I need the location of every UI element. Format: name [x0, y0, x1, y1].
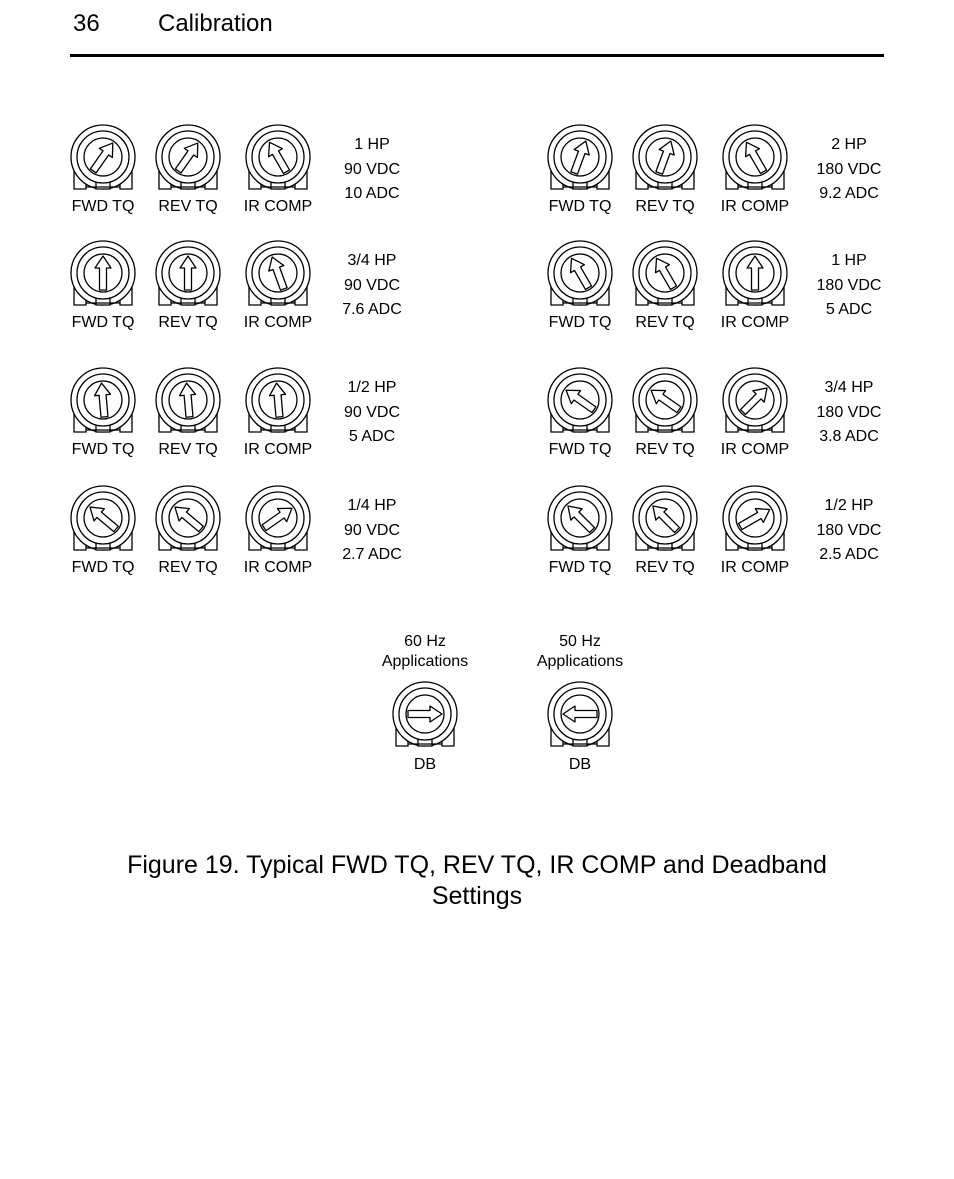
- rating-line: 9.2 ADC: [819, 185, 879, 202]
- rating-line: 90 VDC: [343, 276, 401, 294]
- rev-tq-label: REV TQ: [158, 198, 218, 215]
- ir-comp-label: IR COMP: [243, 314, 313, 331]
- rating-line: 90 VDC: [343, 521, 401, 539]
- potentiometer-fwd-tq-icon: [548, 241, 612, 305]
- potentiometer-rev-tq-icon: [156, 125, 220, 189]
- rating-line: 7.6 ADC: [342, 301, 402, 318]
- potentiometer-rev-tq-icon: [633, 368, 697, 432]
- potentiometer-rev-tq-icon: [633, 486, 697, 550]
- potentiometer-fwd-tq-icon: [71, 368, 135, 432]
- rating-line: 3.8 ADC: [819, 428, 879, 445]
- fwd-tq-label: FWD TQ: [71, 441, 135, 458]
- potentiometer-ir-comp-icon: [723, 241, 787, 305]
- ir-comp-label: IR COMP: [243, 441, 313, 458]
- ir-comp-label: IR COMP: [720, 441, 790, 458]
- fwd-tq-label: FWD TQ: [548, 314, 612, 331]
- db-label: DB: [568, 756, 592, 773]
- potentiometer-ir-comp-icon: [246, 486, 310, 550]
- rating-line: 3/4 HP: [824, 379, 874, 396]
- rev-tq-label: REV TQ: [635, 314, 695, 331]
- potentiometer-ir-comp-icon: [246, 368, 310, 432]
- rating-line: 1/2 HP: [347, 379, 397, 396]
- rating-line: 90 VDC: [343, 160, 401, 178]
- potentiometer-rev-tq-icon: [156, 486, 220, 550]
- rating-line: 2.7 ADC: [342, 546, 402, 563]
- rev-tq-label: REV TQ: [635, 441, 695, 458]
- potentiometer-fwd-tq-icon: [71, 241, 135, 305]
- db-label: DB: [413, 756, 437, 773]
- potentiometer-ir-comp-icon: [723, 125, 787, 189]
- fwd-tq-label: FWD TQ: [548, 198, 612, 215]
- fwd-tq-label: FWD TQ: [71, 314, 135, 331]
- potentiometer-db-icon: [393, 682, 457, 746]
- rating-line: 1 HP: [354, 136, 390, 153]
- rating-line: 90 VDC: [343, 403, 401, 421]
- fwd-tq-label: FWD TQ: [71, 198, 135, 215]
- potentiometer-db-icon: [548, 682, 612, 746]
- potentiometer-ir-comp-icon: [723, 368, 787, 432]
- rev-tq-label: REV TQ: [635, 198, 695, 215]
- figure-caption-line-1: Figure 19. Typical FWD TQ, REV TQ, IR COMP and Deadband: [127, 851, 827, 879]
- potentiometer-rev-tq-icon: [156, 368, 220, 432]
- potentiometer-ir-comp-icon: [246, 125, 310, 189]
- potentiometer-fwd-tq-icon: [71, 486, 135, 550]
- db-frequency: 50 Hz: [559, 633, 601, 650]
- page-number: 36: [73, 10, 100, 37]
- figure-caption-line-2: Settings: [431, 882, 523, 910]
- rating-line: 180 VDC: [816, 403, 882, 421]
- rating-line: 180 VDC: [816, 160, 882, 178]
- potentiometer-ir-comp-icon: [246, 241, 310, 305]
- rev-tq-label: REV TQ: [158, 441, 218, 458]
- rating-line: 180 VDC: [816, 276, 882, 294]
- potentiometer-fwd-tq-icon: [71, 125, 135, 189]
- potentiometer-ir-comp-icon: [723, 486, 787, 550]
- db-applications: Applications: [536, 653, 624, 670]
- rev-tq-label: REV TQ: [158, 559, 218, 576]
- db-frequency: 60 Hz: [404, 633, 446, 650]
- rating-line: 1 HP: [831, 252, 867, 269]
- rating-line: 10 ADC: [344, 185, 400, 202]
- db-applications: Applications: [381, 653, 469, 670]
- rating-line: 5 ADC: [825, 301, 873, 318]
- ir-comp-label: IR COMP: [243, 559, 313, 576]
- potentiometer-rev-tq-icon: [633, 125, 697, 189]
- rev-tq-label: REV TQ: [158, 314, 218, 331]
- rating-line: 1/4 HP: [347, 497, 397, 514]
- potentiometer-rev-tq-icon: [633, 241, 697, 305]
- potentiometer-fwd-tq-icon: [548, 486, 612, 550]
- rating-line: 5 ADC: [348, 428, 396, 445]
- rating-line: 2.5 ADC: [819, 546, 879, 563]
- rating-line: 3/4 HP: [347, 252, 397, 269]
- ir-comp-label: IR COMP: [720, 559, 790, 576]
- figure-caption: [60, 850, 894, 912]
- rating-line: 1/2 HP: [824, 497, 874, 514]
- potentiometer-fwd-tq-icon: [548, 125, 612, 189]
- ir-comp-label: IR COMP: [720, 314, 790, 331]
- fwd-tq-label: FWD TQ: [548, 441, 612, 458]
- rating-line: 180 VDC: [816, 521, 882, 539]
- section-title: Calibration: [158, 10, 273, 37]
- fwd-tq-label: FWD TQ: [71, 559, 135, 576]
- ir-comp-label: IR COMP: [720, 198, 790, 215]
- potentiometer-fwd-tq-icon: [548, 368, 612, 432]
- potentiometer-rev-tq-icon: [156, 241, 220, 305]
- rev-tq-label: REV TQ: [635, 559, 695, 576]
- rating-line: 2 HP: [831, 136, 867, 153]
- ir-comp-label: IR COMP: [243, 198, 313, 215]
- fwd-tq-label: FWD TQ: [548, 559, 612, 576]
